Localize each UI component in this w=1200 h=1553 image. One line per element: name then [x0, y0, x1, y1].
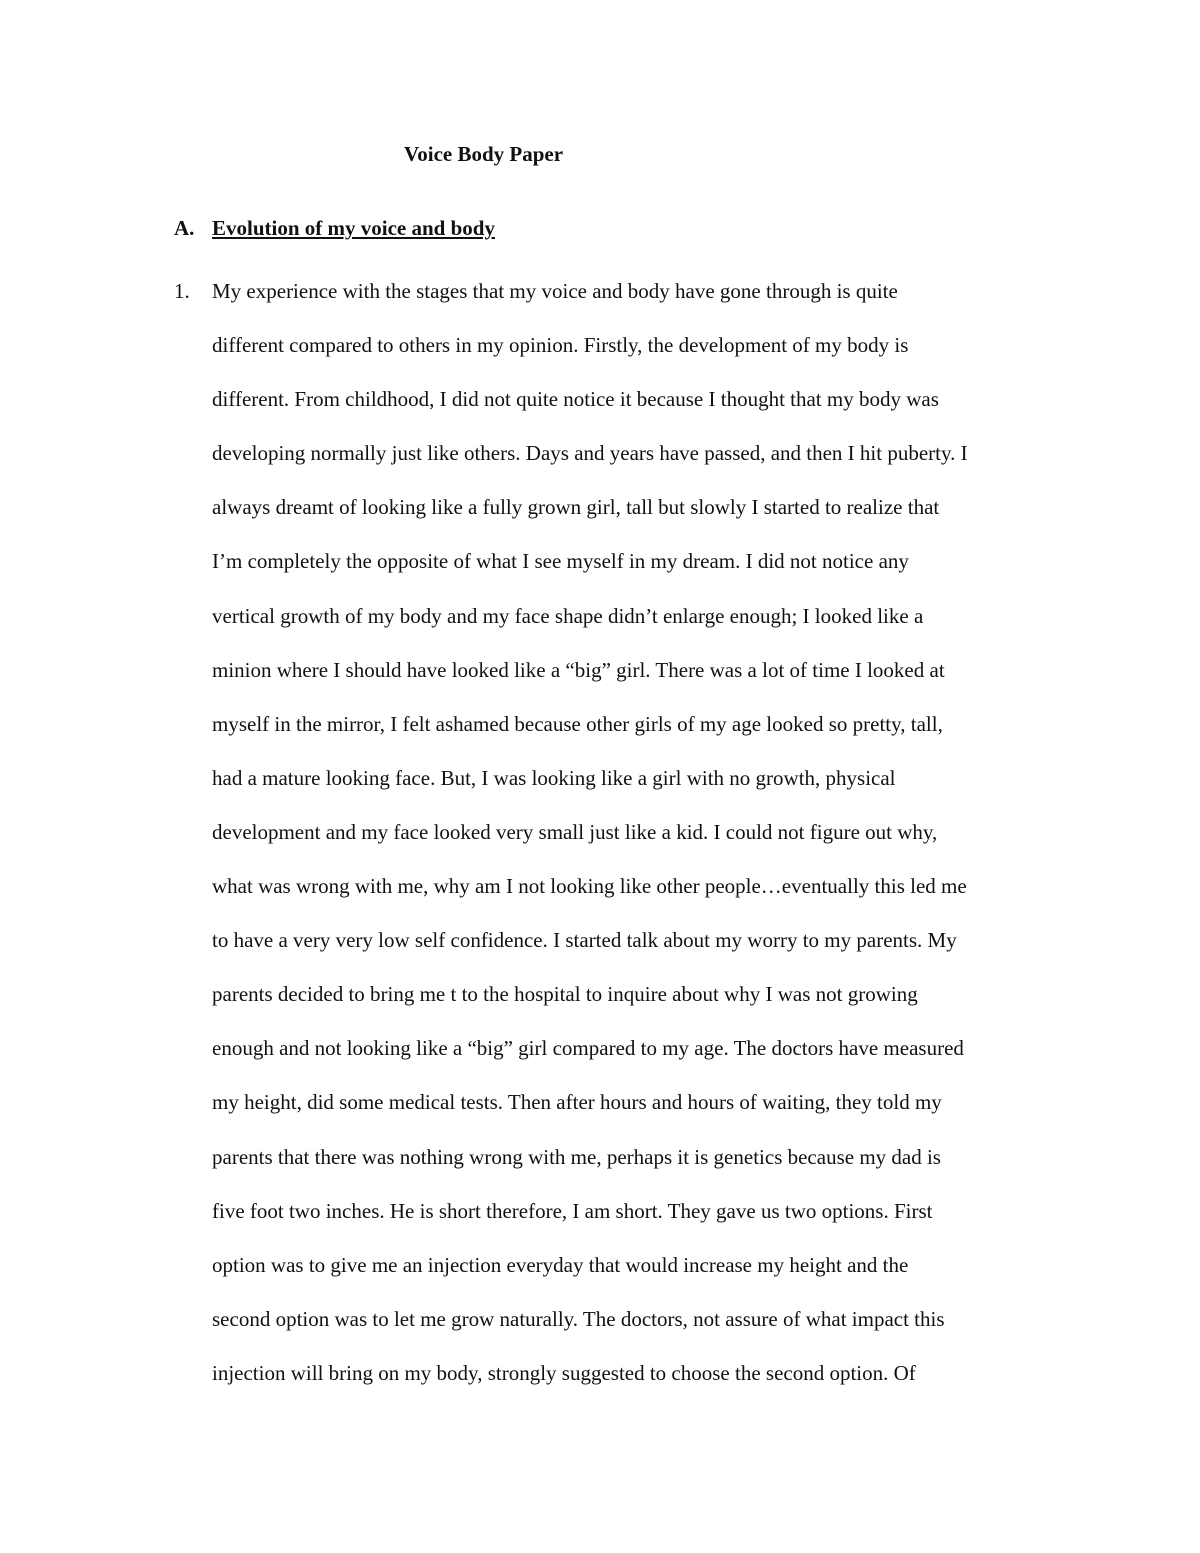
paragraph-line: developing normally just like others. Days and years have passed, and then I hit puberty. I [212, 441, 968, 466]
paragraph-line: to have a very very low self confidence. I started talk about my worry to my parents. My [212, 928, 957, 953]
paragraph-line: five foot two inches. He is short therefore, I am short. They gave us two options. First [212, 1198, 933, 1223]
paragraph-line: my height, did some medical tests. Then after hours and hours of waiting, they told my [212, 1090, 942, 1115]
paragraph-line: different compared to others in my opinion. Firstly, the development of my body is [212, 333, 909, 358]
list-item-paragraph [212, 264, 1082, 1400]
list-item-number: 1. [174, 279, 190, 303]
paragraph-line: had a mature looking face. But, I was looking like a girl with no growth, physical [212, 765, 896, 790]
paragraph-line: enough and not looking like a “big” girl compared to my age. The doctors have measured [212, 1036, 964, 1061]
document-title: Voice Body Paper [404, 142, 564, 166]
paragraph-line: parents decided to bring me t to the hospital to inquire about why I was not growing [212, 982, 918, 1007]
paragraph-line: different. From childhood, I did not quite notice it because I thought that my body was [212, 387, 939, 412]
section-heading [174, 216, 495, 241]
paragraph-line: option was to give me an injection everyday that would increase my height and the [212, 1252, 909, 1277]
paragraph-line: parents that there was nothing wrong with me, perhaps it is genetics because my dad is [212, 1144, 941, 1169]
paragraph-line: always dreamt of looking like a fully grown girl, tall but slowly I started to realize that [212, 495, 940, 520]
paragraph-line: what was wrong with me, why am I not looking like other people…eventually this led me [212, 874, 967, 899]
section-marker: A. [174, 216, 195, 240]
paragraph-line: myself in the mirror, I felt ashamed because other girls of my age looked so pretty, tall, [212, 711, 943, 736]
paragraph-line: I’m completely the opposite of what I see myself in my dream. I did not notice any [212, 549, 909, 574]
paragraph-line: minion where I should have looked like a “big” girl. There was a lot of time I looked at [212, 657, 945, 682]
paragraph-line: development and my face looked very small just like a kid. I could not figure out why, [212, 819, 938, 844]
paragraph-line: second option was to let me grow naturally. The doctors, not assure of what impact this [212, 1306, 945, 1331]
paragraph-line: My experience with the stages that my voice and body have gone through is quite [212, 279, 898, 303]
section-heading-text: Evolution of my voice and body [212, 216, 495, 240]
paragraph-line: injection will bring on my body, strongly suggested to choose the second option. Of [212, 1360, 916, 1385]
paragraph-line: vertical growth of my body and my face shape didn’t enlarge enough; I looked like a [212, 603, 924, 628]
